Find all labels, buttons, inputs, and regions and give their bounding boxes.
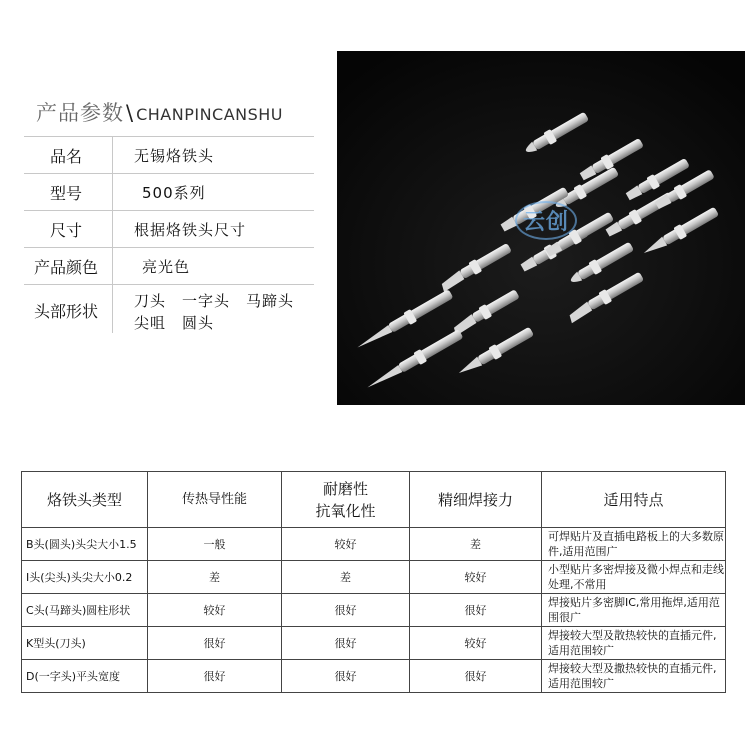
params-value-line: 尖咀 圆头 — [134, 314, 215, 332]
heat-conductivity: 很好 — [148, 627, 282, 660]
heat-conductivity: 一般 — [148, 528, 282, 561]
application-features: 焊接较大型及散热较快的直插元件,适用范围较广 — [542, 627, 726, 660]
params-row — [24, 211, 314, 247]
params-value — [134, 290, 314, 334]
tip-type: K型头(刀头) — [22, 627, 148, 660]
tip-type: I头(尖头)头尖大小0.2 — [22, 561, 148, 594]
comparison-header: 烙铁头类型 — [22, 472, 148, 528]
comparison-row — [22, 528, 726, 561]
tip-type: B头(圆头)头尖大小1.5 — [22, 528, 148, 561]
fine-soldering: 较好 — [410, 561, 542, 594]
comparison-header: 传热导性能 — [148, 472, 282, 528]
params-label: 品名 — [49, 146, 82, 166]
params-title-en: CHANPINCANSHU — [136, 105, 284, 124]
comparison-table — [21, 471, 726, 693]
wear-resistance: 很好 — [282, 660, 410, 693]
fine-soldering: 很好 — [410, 660, 542, 693]
application-features: 焊接贴片多密脚IC,常用拖焊,适用范围很广 — [542, 594, 726, 627]
params-row — [24, 248, 314, 284]
watermark-logo: 云创 — [515, 201, 577, 240]
params-value: 无锡烙铁头 — [134, 146, 215, 165]
params-row — [24, 137, 314, 173]
comparison-header-row — [22, 472, 726, 528]
wear-resistance: 很好 — [282, 627, 410, 660]
wear-resistance: 很好 — [282, 594, 410, 627]
fine-soldering: 很好 — [410, 594, 542, 627]
comparison-row — [22, 627, 726, 660]
application-features: 小型贴片多密焊接及微小焊点和走线处理,不常用 — [542, 561, 726, 594]
fine-soldering: 差 — [410, 528, 542, 561]
params-label: 头部形状 — [33, 302, 98, 321]
application-features: 焊接较大型及撒热较快的直插元件,适用范围较广 — [542, 660, 726, 693]
params-title-cn: 产品参数 — [36, 101, 124, 125]
tip-type: C头(马蹄头)圆柱形状 — [22, 594, 148, 627]
params-value: 500系列 — [142, 183, 206, 202]
params-row — [24, 285, 314, 336]
product-photo — [337, 51, 745, 405]
fine-soldering: 较好 — [410, 627, 542, 660]
params-label: 型号 — [49, 183, 82, 203]
wear-resistance: 差 — [282, 561, 410, 594]
params-table — [24, 136, 314, 336]
heat-conductivity: 差 — [148, 561, 282, 594]
params-value: 亮光色 — [142, 257, 191, 276]
heat-conductivity: 很好 — [148, 660, 282, 693]
application-features: 可焊贴片及直插电路板上的大多数原件,适用范围广 — [542, 528, 726, 561]
heat-conductivity: 较好 — [148, 594, 282, 627]
comparison-row — [22, 594, 726, 627]
params-value-line: 刀头 一字头 马蹄头 — [134, 292, 295, 310]
wear-resistance: 较好 — [282, 528, 410, 561]
params-label: 产品颜色 — [33, 257, 98, 277]
tip-type: D(一字头)平头宽度 — [22, 660, 148, 693]
comparison-header: 适用特点 — [542, 472, 726, 528]
params-title-separator: \ — [126, 101, 135, 125]
comparison-row — [22, 660, 726, 693]
params-value: 根据烙铁头尺寸 — [134, 220, 247, 239]
comparison-row — [22, 561, 726, 594]
params-label: 尺寸 — [49, 220, 82, 240]
params-title — [36, 97, 283, 127]
params-row — [24, 174, 314, 210]
comparison-header: 耐磨性 抗氧化性 — [282, 472, 410, 528]
comparison-header: 精细焊接力 — [410, 472, 542, 528]
